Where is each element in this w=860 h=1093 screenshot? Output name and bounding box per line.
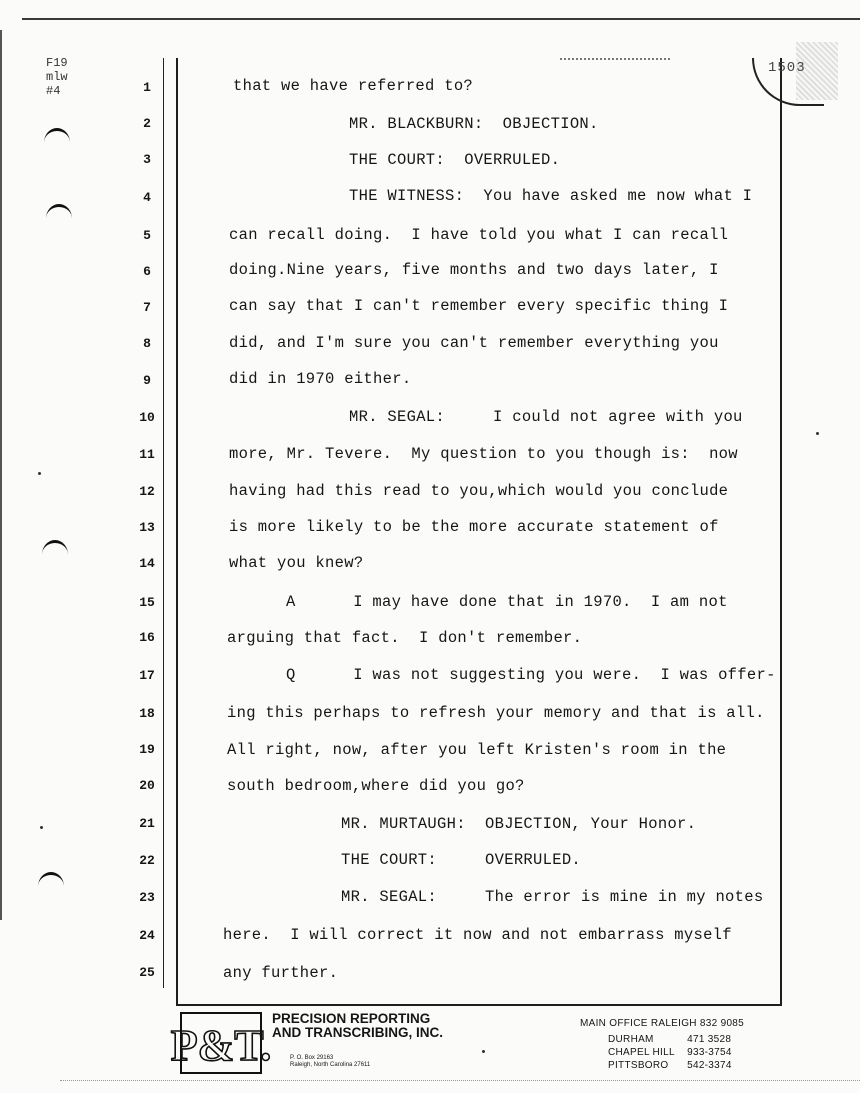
transcript-line: can say that I can't remember every specific thing I (229, 297, 729, 315)
transcript-line: can recall doing. I have told you what I can recall (229, 226, 729, 244)
punch-hole-icon (46, 204, 72, 233)
line-number: 22 (139, 853, 155, 868)
line-number: 7 (143, 300, 151, 315)
bottom-scan-edge (60, 1080, 860, 1081)
speck (482, 1050, 485, 1053)
transcript-line: did, and I'm sure you can't remember everything you (229, 334, 719, 352)
transcript-line: MR. BLACKBURN: OBJECTION. (349, 115, 599, 133)
line-number: 20 (139, 778, 155, 793)
margin-note-line-2: mlw (46, 70, 68, 84)
transcript-line: MR. MURTAUGH: OBJECTION, Your Honor. (341, 815, 697, 833)
transcript-line: did in 1970 either. (229, 370, 412, 388)
transcript-line: A I may have done that in 1970. I am not (286, 593, 728, 611)
line-number: 14 (139, 556, 155, 571)
frame-top-dashes (560, 58, 670, 60)
city-state: Raleigh, North Carolina 27611 (290, 1062, 371, 1068)
line-number: 24 (139, 928, 155, 943)
transcript-line: doing.Nine years, five months and two days later, I (229, 261, 719, 279)
transcript-line: what you knew? (229, 554, 364, 572)
line-number: 15 (139, 595, 155, 610)
office-chapel-hill (608, 1047, 732, 1058)
office-pittsboro (608, 1060, 732, 1071)
office-durham (608, 1034, 731, 1045)
transcript-line: more, Mr. Tevere. My question to you though is: now (229, 445, 738, 463)
office-city: CHAPEL HILL (608, 1047, 675, 1058)
company-name-line-2: AND TRANSCRIBING, INC. (272, 1025, 443, 1040)
line-number: 2 (143, 116, 151, 131)
transcript-line: south bedroom,where did you go? (227, 777, 525, 795)
transcript-line: MR. SEGAL: The error is mine in my notes (341, 888, 764, 906)
transcript-line: All right, now, after you left Kristen's room in the (227, 741, 727, 759)
transcript-line: arguing that fact. I don't remember. (227, 629, 583, 647)
speck (38, 472, 41, 475)
transcript-line: having had this read to you,which would you conclude (229, 482, 729, 500)
line-number: 13 (139, 520, 155, 535)
line-number: 17 (139, 668, 155, 683)
transcript-line: THE WITNESS: You have asked me now what I (349, 187, 753, 205)
transcript-line: Q I was not suggesting you were. I was offer- (286, 666, 776, 684)
logo-lettering: P&T. (170, 1021, 272, 1070)
company-address (290, 1055, 370, 1069)
transcript-line: THE COURT: OVERRULED. (349, 151, 561, 169)
speck (40, 826, 43, 829)
punch-hole-icon (44, 128, 70, 157)
company-name (272, 1012, 443, 1040)
office-phone: 832 9085 (699, 1018, 745, 1029)
line-number: 16 (139, 630, 155, 645)
line-number: 8 (143, 336, 151, 351)
line-number: 18 (139, 706, 155, 721)
transcript-line: that we have referred to? (233, 77, 474, 95)
transcript-line: here. I will correct it now and not embarrass myself (223, 926, 732, 944)
line-number: 4 (143, 190, 151, 205)
company-name-line-1: PRECISION REPORTING (272, 1011, 431, 1026)
office-city: DURHAM (608, 1034, 654, 1045)
po-box: P. O. Box 29163 (290, 1055, 334, 1061)
transcript-line: is more likely to be the more accurate statement of (229, 518, 719, 536)
line-number: 1 (143, 80, 151, 95)
office-phone: 542-3374 (687, 1060, 732, 1071)
line-number: 10 (139, 410, 155, 425)
transcript-line: THE COURT: OVERRULED. (341, 851, 582, 869)
punch-hole-icon (38, 872, 64, 901)
office-phone: 471 3528 (687, 1034, 732, 1045)
punch-hole-icon (42, 540, 68, 569)
company-logo (170, 1012, 272, 1074)
page-number: 1503 (768, 60, 806, 76)
margin-note-line-1: F19 (46, 56, 68, 70)
transcript-line: ing this perhaps to refresh your memory and that is all. (227, 704, 765, 722)
line-number: 23 (139, 890, 155, 905)
top-rule (22, 18, 860, 20)
speck (816, 432, 819, 435)
office-city: PITTSBORO (608, 1060, 669, 1071)
line-number: 5 (143, 228, 151, 243)
transcript-line: any further. (223, 964, 339, 982)
transcript-line: MR. SEGAL: I could not agree with you (349, 408, 743, 426)
margin-note-line-3: #4 (46, 84, 61, 98)
line-number: 12 (139, 484, 155, 499)
main-office (580, 1018, 744, 1029)
left-edge-rule (0, 30, 2, 920)
line-number: 11 (139, 447, 155, 462)
line-number: 21 (139, 816, 155, 831)
line-number: 19 (139, 742, 155, 757)
office-phone: 933-3754 (687, 1047, 732, 1058)
line-number: 25 (139, 965, 155, 980)
line-number: 9 (143, 373, 151, 388)
line-number: 6 (143, 264, 151, 279)
line-number: 3 (143, 152, 151, 167)
office-city: MAIN OFFICE RALEIGH (580, 1018, 697, 1029)
